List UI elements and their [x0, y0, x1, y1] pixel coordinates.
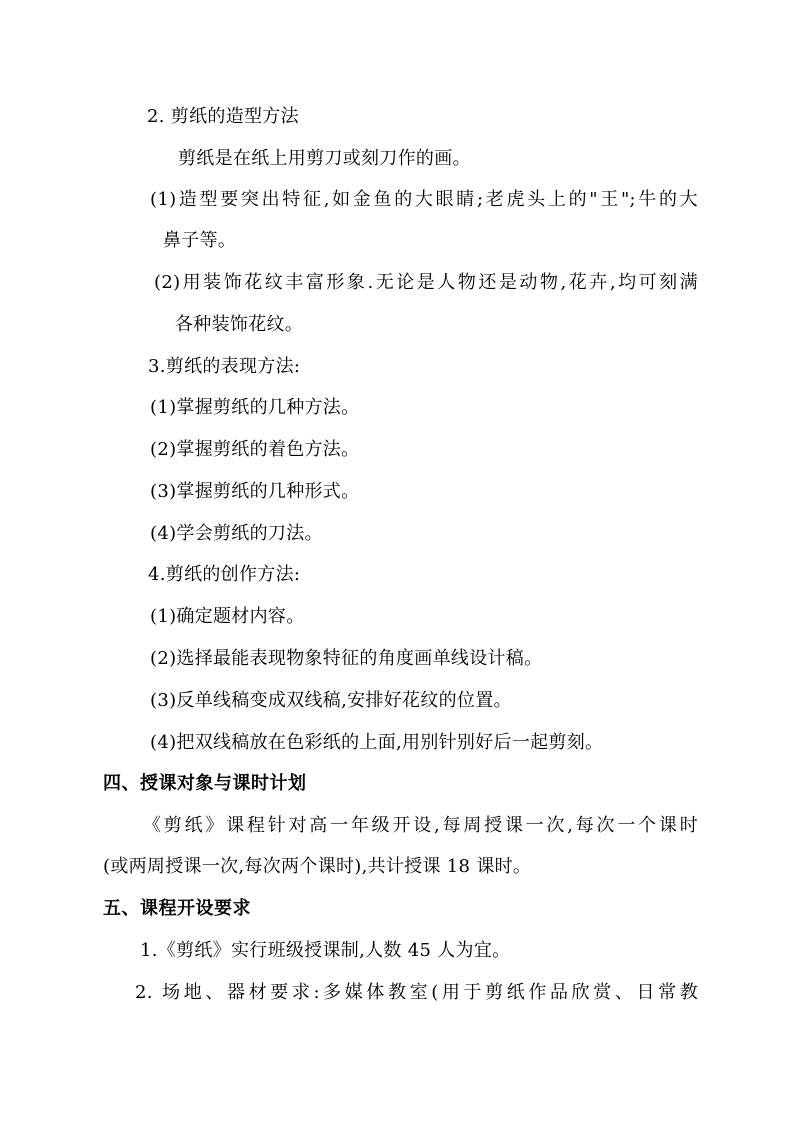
item2-sub2-line2: 各种装饰花纹。: [175, 314, 304, 335]
item2-intro: 剪纸是在纸上用剪刀或刻刀作的画。: [178, 148, 471, 169]
item3-sub2: (2)掌握剪纸的着色方法。: [150, 439, 360, 460]
item2-sub1-line1: (1)造型要突出特征,如金鱼的大眼睛;老虎头上的"王";牛的大: [150, 189, 698, 210]
item2-sub2-line1: (2)用装饰花纹丰富形象.无论是人物还是动物,花卉,均可刻满: [154, 272, 698, 293]
item4-sub3: (3)反单线稿变成双线稿,安排好花纹的位置。: [150, 690, 512, 711]
section4-heading: 四、授课对象与课时计划: [103, 773, 307, 794]
item4-sub2: (2)选择最能表现物象特征的角度画单线设计稿。: [150, 648, 543, 669]
item2-sub1-line2: 鼻子等。: [163, 230, 237, 251]
item3-sub1: (1)掌握剪纸的几种方法。: [150, 397, 360, 418]
item3-title: 3.剪纸的表现方法:: [148, 356, 301, 377]
item4-sub4: (4)把双线稿放在色彩纸的上面,用别针别好后一起剪刻。: [150, 732, 604, 753]
section4-para-line2: (或两周授课一次,每次两个课时),共计授课 18 课时。: [103, 856, 532, 877]
section4-para-line1: 《剪纸》课程针对高一年级开设,每周授课一次,每次一个课时: [143, 815, 698, 836]
section5-item1: 1.《剪纸》实行班级授课制,人数 45 人为宜。: [140, 940, 511, 961]
item4-sub1: (1)确定题材内容。: [150, 606, 305, 627]
item2-title: 2. 剪纸的造型方法: [147, 106, 299, 127]
item3-sub3: (3)掌握剪纸的几种形式。: [150, 481, 360, 502]
section5-heading: 五、课程开设要求: [103, 898, 251, 919]
item4-title: 4.剪纸的创作方法:: [148, 564, 301, 585]
section5-item2: 2. 场地、器材要求:多媒体教室(用于剪纸作品欣赏、日常教: [135, 982, 698, 1003]
item3-sub4: (4)学会剪纸的刀法。: [150, 523, 323, 544]
